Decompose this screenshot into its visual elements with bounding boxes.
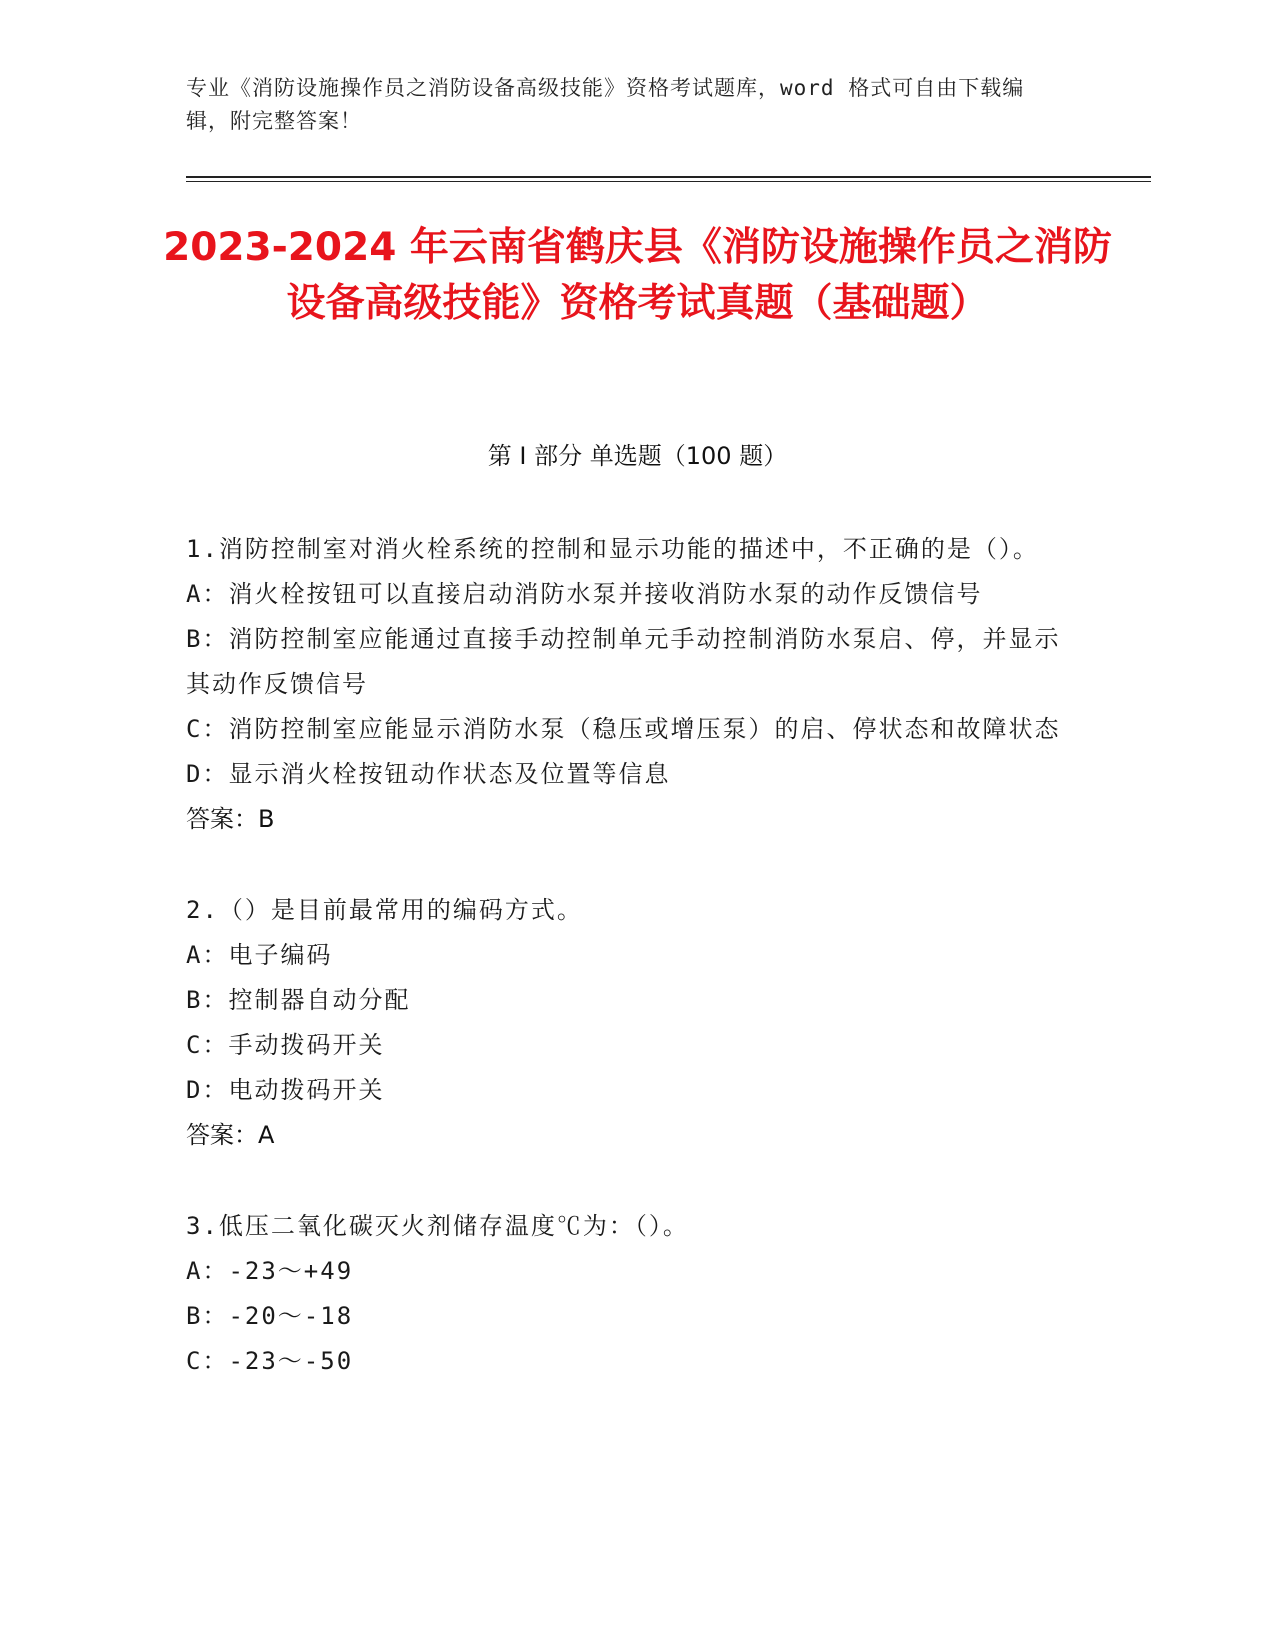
option-d: D：电动拨码开关 xyxy=(186,1076,385,1104)
option-b: B：-20～-18 xyxy=(186,1302,354,1330)
question-stem: 1.消防控制室对消火栓系统的控制和显示功能的描述中，不正确的是（）。 xyxy=(186,535,1039,563)
option-c: C：手动拨码开关 xyxy=(186,1031,385,1059)
header-rule-thick xyxy=(186,176,1151,178)
section-title: 第 I 部分 单选题（100 题） xyxy=(487,442,788,470)
question-stem: 3.低压二氧化碳灭火剂储存温度℃为：（）。 xyxy=(186,1212,689,1240)
header-rule-thin xyxy=(186,181,1151,182)
question-3 xyxy=(186,1204,1076,1384)
question-list xyxy=(186,527,1076,1430)
question-1 xyxy=(186,527,1076,842)
answer: 答案：B xyxy=(186,805,275,833)
option-d: D：显示消火栓按钮动作状态及位置等信息 xyxy=(186,760,671,788)
option-a: A：消火栓按钮可以直接启动消防水泵并接收消防水泵的动作反馈信号 xyxy=(186,580,983,608)
question-2 xyxy=(186,888,1076,1158)
option-a: A：-23～+49 xyxy=(186,1257,354,1285)
option-b: B：控制器自动分配 xyxy=(186,986,411,1014)
document-title: 2023-2024 年云南省鹤庆县《消防设施操作员之消防设备高级技能》资格考试真题（基础题） xyxy=(163,225,1112,326)
answer: 答案：A xyxy=(186,1121,275,1149)
question-stem: 2.（）是目前最常用的编码方式。 xyxy=(186,896,583,924)
option-c: C：-23～-50 xyxy=(186,1347,354,1375)
option-c: C：消防控制室应能显示消防水泵（稳压或增压泵）的启、停状态和故障状态 xyxy=(186,715,1061,743)
option-b: B：消防控制室应能通过直接手动控制单元手动控制消防水泵启、停，并显示其动作反馈信号 xyxy=(186,625,1061,698)
option-a: A：电子编码 xyxy=(186,941,333,969)
header-note: 专业《消防设施操作员之消防设备高级技能》资格考试题库，word 格式可自由下载编辑，附完整答案！ xyxy=(186,76,1025,133)
